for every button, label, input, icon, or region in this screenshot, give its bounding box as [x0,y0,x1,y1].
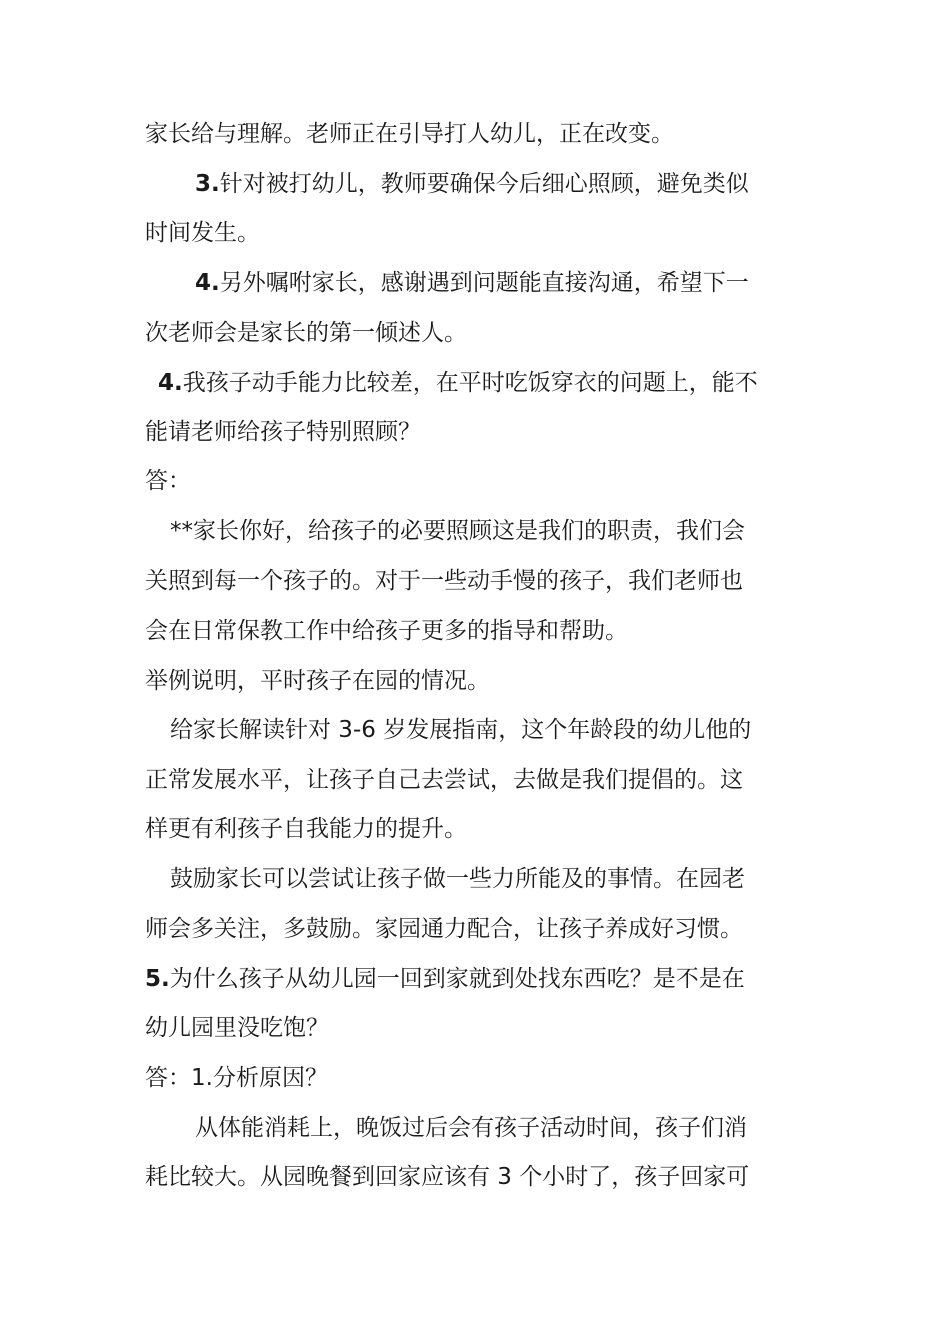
text-line: 4.另外嘱咐家长，感谢遇到问题能直接沟通，希望下一 [195,270,749,296]
question-heading: 5.为什么孩子从幼儿园一回到家就到处找东西吃？是不是在 [145,966,745,992]
question-heading: 4.我孩子动手能力比较差，在平时吃饭穿衣的问题上，能不 [158,370,758,396]
answer-label: 答：1.分析原因？ [145,1065,328,1091]
text-line: 师会多关注，多鼓励。家园通力配合，让孩子养成好习惯。 [145,916,743,942]
text-line: 样更有利孩子自我能力的提升。 [145,816,467,842]
text-line: 会在日常保教工作中给孩子更多的指导和帮助。 [145,618,628,644]
text-line: 举例说明，平时孩子在园的情况。 [145,668,490,694]
text-line: 能请老师给孩子特别照顾？ [145,419,421,445]
text-line: 鼓励家长可以尝试让孩子做一些力所能及的事情。在园老 [170,866,745,892]
text-line: 家长给与理解。老师正在引导打人幼儿，正在改变。 [145,121,674,147]
text-line: 3.针对被打幼儿，教师要确保今后细心照顾，避免类似 [195,171,749,197]
text-line: 次老师会是家长的第一倾述人。 [145,320,467,346]
text-line: 关照到每一个孩子的。对于一些动手慢的孩子，我们老师也 [145,568,743,594]
text-line: **家长你好，给孩子的必要照顾这是我们的职责，我们会 [170,518,745,544]
text-line: 给家长解读针对 3-6 岁发展指南，这个年龄段的幼儿他的 [170,717,752,743]
answer-label: 答： [145,468,191,494]
text-line: 幼儿园里没吃饱？ [145,1015,329,1041]
text-line: 耗比较大。从园晚餐到回家应该有 3 个小时了，孩子回家可 [145,1164,750,1190]
text-line: 从体能消耗上，晚饭过后会有孩子活动时间，孩子们消 [195,1115,747,1141]
text-line: 正常发展水平，让孩子自己去尝试，去做是我们提倡的。这 [145,767,743,793]
text-line: 时间发生。 [145,220,260,246]
